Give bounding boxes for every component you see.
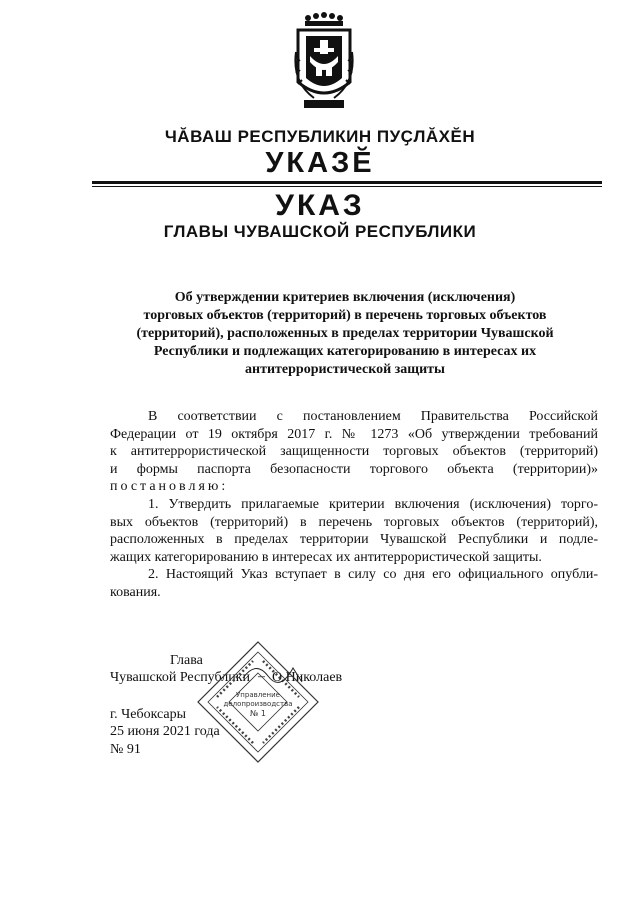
signature-dash: – [258, 669, 265, 684]
signature-glava: Глава [170, 653, 203, 668]
item-1-line: вых объектов (территорий) в перечень торговых объектов (территорий), [110, 514, 598, 530]
signature-republic: Чувашской Республики [110, 670, 251, 685]
document-title [105, 289, 585, 379]
date: 25 июня 2021 года [110, 724, 220, 739]
signature-scribble [238, 658, 308, 688]
item-1-line: расположенных в пределах территории Чувашской Республики и подле- [110, 532, 598, 548]
document-body [110, 408, 598, 602]
document-number: № 91 [110, 742, 141, 757]
title-line: Республики и подлежащих категорированию в интересах их [153, 344, 537, 359]
item-1-line: 1. Утвердить прилагаемые критерии включения (исключения) торго- [148, 496, 598, 512]
stamp-text-1: Управление [236, 691, 280, 699]
item-2-line: кования. [110, 584, 161, 600]
header-chuvash-ukaze: УКАЗӖ [265, 147, 375, 179]
header-divider-thick [92, 181, 602, 184]
paragraph-line: к антитеррористической защищенности торговых объектов (территорий) [110, 444, 598, 460]
header-russian-ukaz: УКАЗ [275, 189, 365, 222]
stamp-text-3: № 1 [250, 709, 266, 718]
title-line: торговых объектов (территорий) в перечень торговых объектов [143, 308, 547, 323]
title-line: (территорий), расположенных в пределах территории Чувашской [136, 326, 554, 341]
paragraph-line: Федерации от 19 октября 2017 г. № 1273 «Об утверждении требований [110, 426, 598, 442]
city: г. Чебоксары [110, 707, 187, 722]
header-divider-thin [92, 186, 602, 187]
header-russian-subtitle: ГЛАВЫ ЧУВАШСКОЙ РЕСПУБЛИКИ [163, 222, 477, 241]
stamp-text-2: делопроизводства [223, 700, 293, 708]
emblem-logo [294, 12, 354, 112]
postanovlyayu-text: постановляю: [110, 479, 229, 495]
title-line: Об утверждении критериев включения (исключения) [174, 290, 516, 305]
header-chuvash-title: ЧӐВАШ РЕСПУБЛИКИН ПУҪЛӐХӖН [164, 127, 476, 146]
item-1-line: жащих категорированию в интересах их антитеррористической защиты. [110, 549, 542, 565]
paragraph-line: В соответствии с постановлением Правительства Российской [148, 409, 598, 424]
paragraph-line: и формы паспорта безопасности торгового объекта (территории)» [110, 461, 598, 477]
item-2-line: 2. Настоящий Указ вступает в силу со дня его официального опубли- [148, 567, 598, 583]
title-line: антитеррористической защиты [245, 362, 445, 377]
signature-name: О.Николаев [272, 670, 343, 685]
